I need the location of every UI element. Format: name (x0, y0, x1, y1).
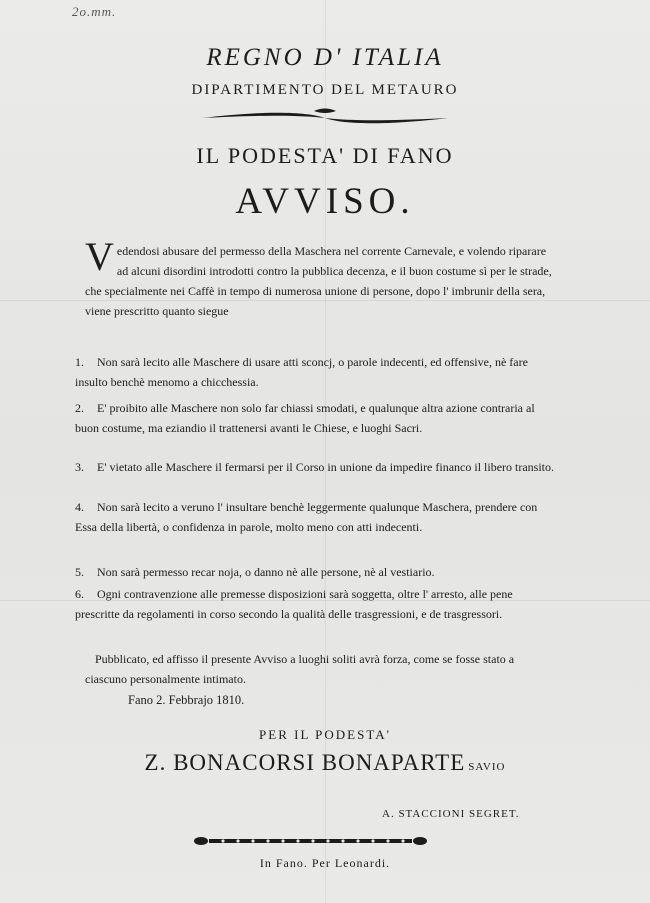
article-item (75, 497, 560, 537)
article-text: E' vietato alle Maschere il fermarsi per il Corso in unione da impedire financo il libero transito. (97, 460, 555, 474)
drop-cap: V (85, 234, 114, 279)
article-text: Non sarà lecito alle Maschere di usare atti sconcj, o parole indecenti, ed offensive, nè fare insulto benchè menomo a chicchessia. (75, 355, 528, 389)
article-text: Non sarà permesso recar noja, o danno nè alle persone, nè al vestiario. (97, 565, 435, 579)
notice-title: AVVISO. (235, 181, 415, 222)
intro-text: edendosi abusare del permesso della Maschera nel corrente Carnevale, e volendo riparare ad alcuni disordini introdotti contro la pubblica decenza, e il buon costume sì per le strade, che specialmente nei Caffè in tempo di numerosa unione di persone, dopo l' imbrunir della sera, viene prescritto quanto siegue (85, 244, 552, 318)
publication-notice: Pubblicato, ed affisso il presente Avviso a luoghi soliti avrà forza, come se fosse stato a ciascuno personalmente intimato. (85, 652, 515, 686)
article-text: Non sarà lecito a veruno l' insultare benchè leggermente qualunque Maschera, prendere con Essa della libertà, o confidenza in parole, molto meno con atti indecenti. (75, 500, 538, 534)
article-number: 6. (75, 587, 84, 601)
article-item (75, 562, 560, 582)
department-heading: DIPARTIMENTO DEL METAURO (191, 82, 459, 98)
place-date: Fano 2. Febbrajo 1810. (128, 693, 245, 707)
intro-paragraph (85, 234, 555, 321)
secretary-signature: A. STACCIONI SEGRET. (382, 808, 520, 820)
article-item (75, 398, 560, 438)
handwritten-note: 2o.mm. (72, 4, 117, 19)
on-behalf-line: PER IL PODESTA' (259, 727, 391, 742)
authority-heading: IL PODESTA' DI FANO (196, 143, 454, 168)
article-text: Ogni contravenzione alle premesse disposizioni sarà soggetta, oltre l' arresto, alle pene prescritte da regolamenti in corso secondo la qualità delle trasgressioni, e de trasgressori. (75, 587, 513, 621)
header-ornament-icon (200, 107, 450, 129)
article-item (75, 457, 560, 477)
signatory-name: Z. BONACORSI BONAPARTE (144, 750, 466, 775)
article-number: 5. (75, 565, 84, 579)
article-number: 4. (75, 500, 84, 514)
article-item (75, 352, 560, 392)
article-number: 1. (75, 355, 84, 369)
article-number: 2. (75, 401, 84, 415)
printer-imprint: In Fano. Per Leonardi. (259, 856, 391, 870)
signature-block (0, 750, 650, 776)
article-text: E' proibito alle Maschere non solo far chiassi smodati, e qualunque altra azione contraria al buon costume, ma eziandio il trattenersi avanti le Chiese, e luoghi Sacri. (75, 401, 535, 435)
printer-ornament-icon (193, 833, 428, 849)
article-number: 3. (75, 460, 84, 474)
article-item (75, 584, 560, 624)
signatory-title: SAVIO (468, 761, 506, 773)
kingdom-heading: REGNO D' ITALIA (206, 44, 444, 71)
